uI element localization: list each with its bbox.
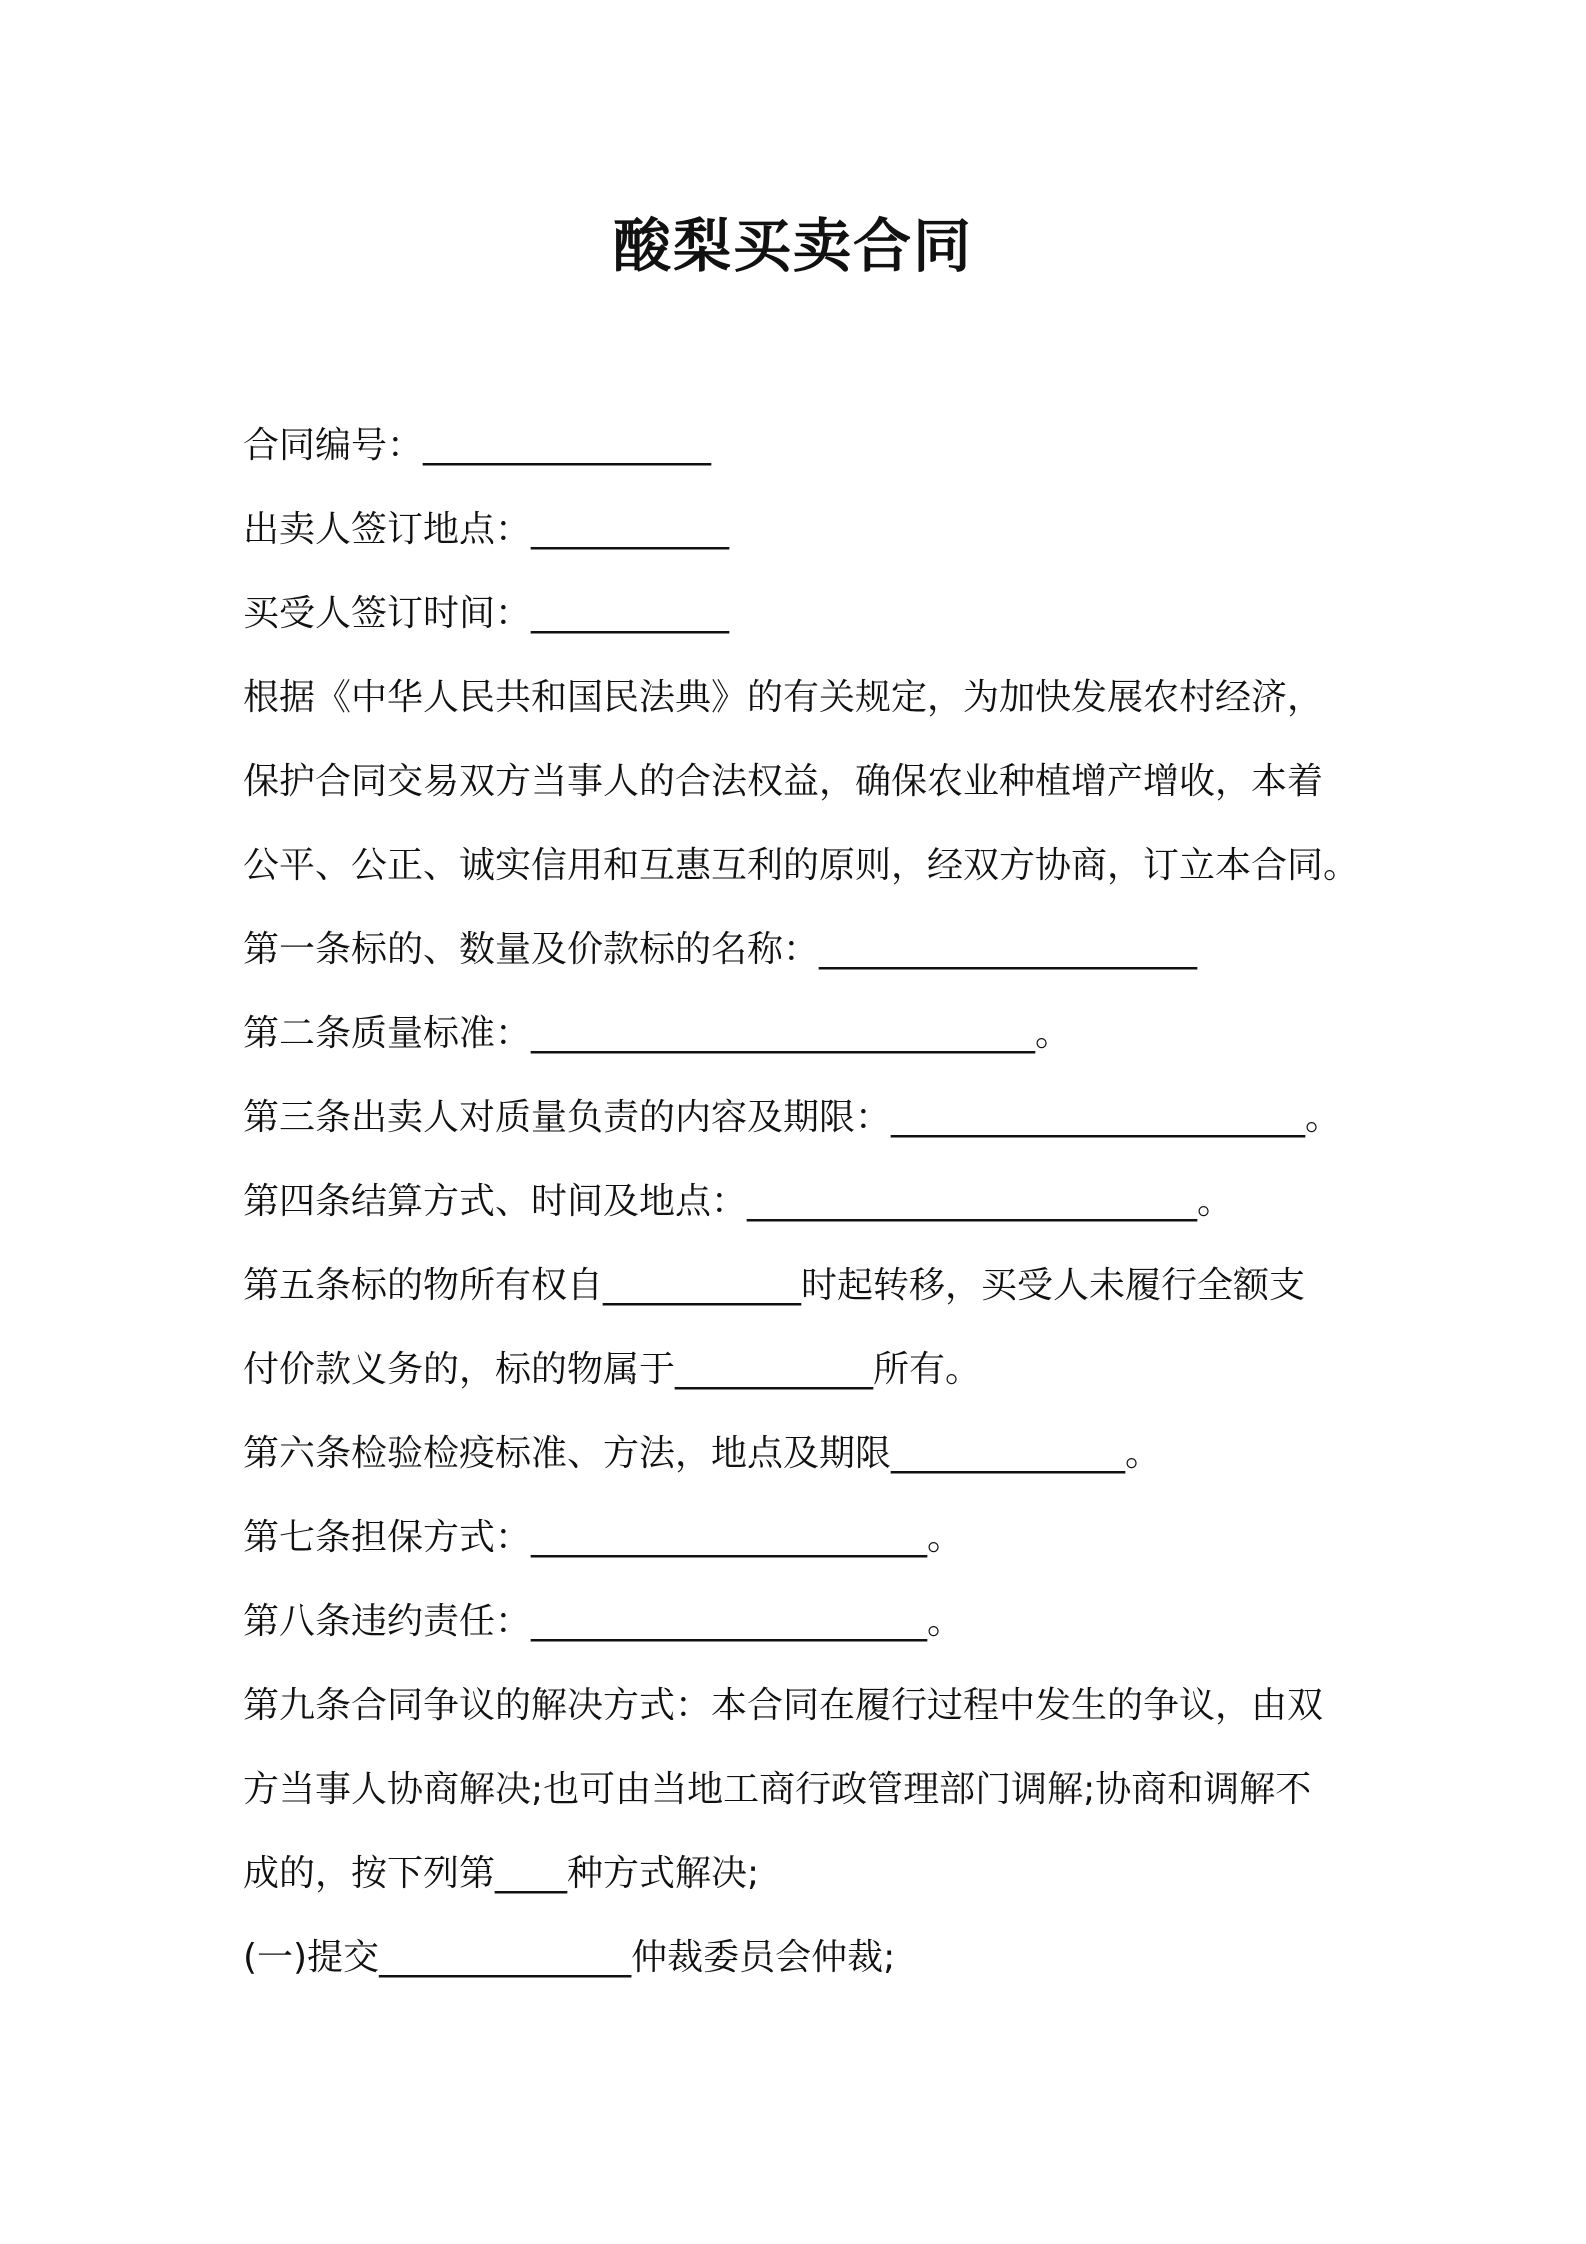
- article-9-line-2: 方当事人协商解决;也可由当地工商行政管理部门调解;协商和调解不: [243, 1769, 1312, 1810]
- preamble-line-3: 公平、公正、诚实信用和互惠互利的原则，经双方协商，订立本合同。: [243, 845, 1360, 886]
- contract-number-line: 合同编号：________________: [243, 425, 712, 466]
- buyer-signing-time-line: 买受人签订时间：___________: [243, 593, 730, 634]
- article-5-line-1: 第五条标的物所有权自___________时起转移，买受人未履行全额支: [243, 1265, 1306, 1306]
- article-6-line: 第六条检验检疫标准、方法，地点及期限_____________。: [243, 1433, 1162, 1474]
- article-5-line-2: 付价款义务的，标的物属于___________所有。: [243, 1349, 982, 1390]
- article-8-line: 第八条违约责任：______________________。: [243, 1601, 964, 1642]
- article-9-line-1: 第九条合同争议的解决方式：本合同在履行过程中发生的争议，由双: [243, 1685, 1324, 1726]
- article-7-line: 第七条担保方式：______________________。: [243, 1517, 964, 1558]
- article-4-line: 第四条结算方式、时间及地点：_________________________。: [243, 1181, 1234, 1222]
- article-9-line-3: 成的，按下列第____种方式解决;: [243, 1853, 760, 1894]
- preamble-line-2: 保护合同交易双方当事人的合法权益，确保农业种植增产增收，本着: [243, 761, 1324, 802]
- article-1-line: 第一条标的、数量及价款标的名称：_____________________: [243, 929, 1198, 970]
- seller-signing-place-line: 出卖人签订地点：___________: [243, 509, 730, 550]
- preamble-line-1: 根据《中华人民共和国民法典》的有关规定，为加快发展农村经济，: [243, 677, 1324, 718]
- article-3-line: 第三条出卖人对质量负责的内容及期限：_______________________。: [243, 1097, 1342, 1138]
- article-2-line: 第二条质量标准：____________________________。: [243, 1013, 1072, 1054]
- arbitration-option-1-line: (一)提交______________仲裁委员会仲裁;: [243, 1937, 896, 1978]
- document-title: 酸梨买卖合同: [612, 212, 973, 280]
- document-body: [243, 404, 1383, 2000]
